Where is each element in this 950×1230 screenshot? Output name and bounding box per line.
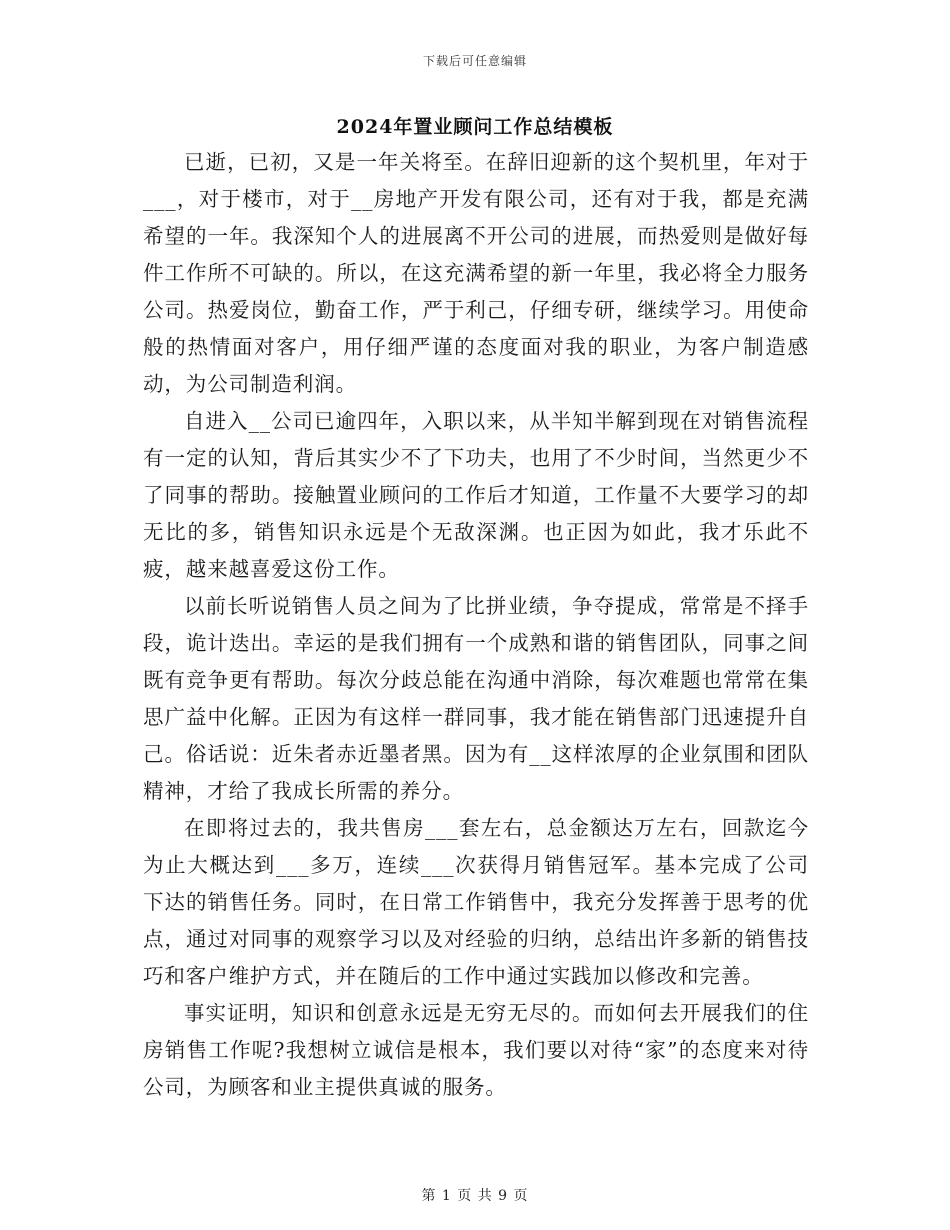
paragraph-1: 已逝，已初，又是一年关将至。在辞旧迎新的这个契机里，年对于___，对于楼市，对于__房地产开发有限公司，还有对于我，都是充满希望的一年。我深知个人的进展离不开公司的进展，而热爱则是做好每件工作所不可缺的。所以，在这充满希望的新一年里，我必将全力服务公司。热爱岗位，勤奋工作，严于利己，仔细专研，继续学习。用使命般的热情面对客户，用仔细严谨的态度面对我的职业，为客户制造感动，为公司制造利润。 (143, 150, 809, 396)
paragraph-4: 在即将过去的，我共售房___套左右，总金额达万左右，回款迄今为止大概达到___多万，连续___次获得月销售冠军。基本完成了公司下达的销售任务。同时，在日常工作销售中，我充分发挥善于思考的优点，通过对同事的观察学习以及对经验的归纳，总结出许多新的销售技巧和客户维护方式，并在随后的工作中通过实践加以修改和完善。 (143, 816, 809, 988)
paragraph-3: 以前长听说销售人员之间为了比拼业绩，争夺提成，常常是不择手段，诡计迭出。幸运的是我们拥有一个成熟和谐的销售团队，同事之间既有竞争更有帮助。每次分歧总能在沟通中消除，每次难题也常常在集思广益中化解。正因为有这样一群同事，我才能在销售部门迅速提升自己。俗话说：近朱者赤近墨者黑。因为有__这样浓厚的企业氛围和团队精神，才给了我成长所需的养分。 (143, 594, 809, 803)
paragraph-2: 自进入__公司已逾四年，入职以来，从半知半解到现在对销售流程有一定的认知，背后其实少不了下功夫，也用了不少时间，当然更少不了同事的帮助。接触置业顾问的工作后才知道，工作量不大要学习的却无比的多，销售知识永远是个无敌深渊。也正因为如此，我才乐此不疲，越来越喜爱这份工作。 (143, 409, 809, 581)
paragraph-5: 事实证明，知识和创意永远是无穷无尽的。而如何去开展我们的住房销售工作呢?我想树立诚信是根本，我们要以对待“家”的态度来对待公司，为顾客和业主提供真诚的服务。 (143, 1001, 809, 1099)
document-title: 2024年置业顾问工作总结模板 (336, 116, 614, 138)
document-body (143, 144, 809, 1106)
header-note: 下载后可任意编辑 (422, 54, 527, 68)
page-footer: 第 1 页 共 9 页 (421, 1188, 529, 1204)
